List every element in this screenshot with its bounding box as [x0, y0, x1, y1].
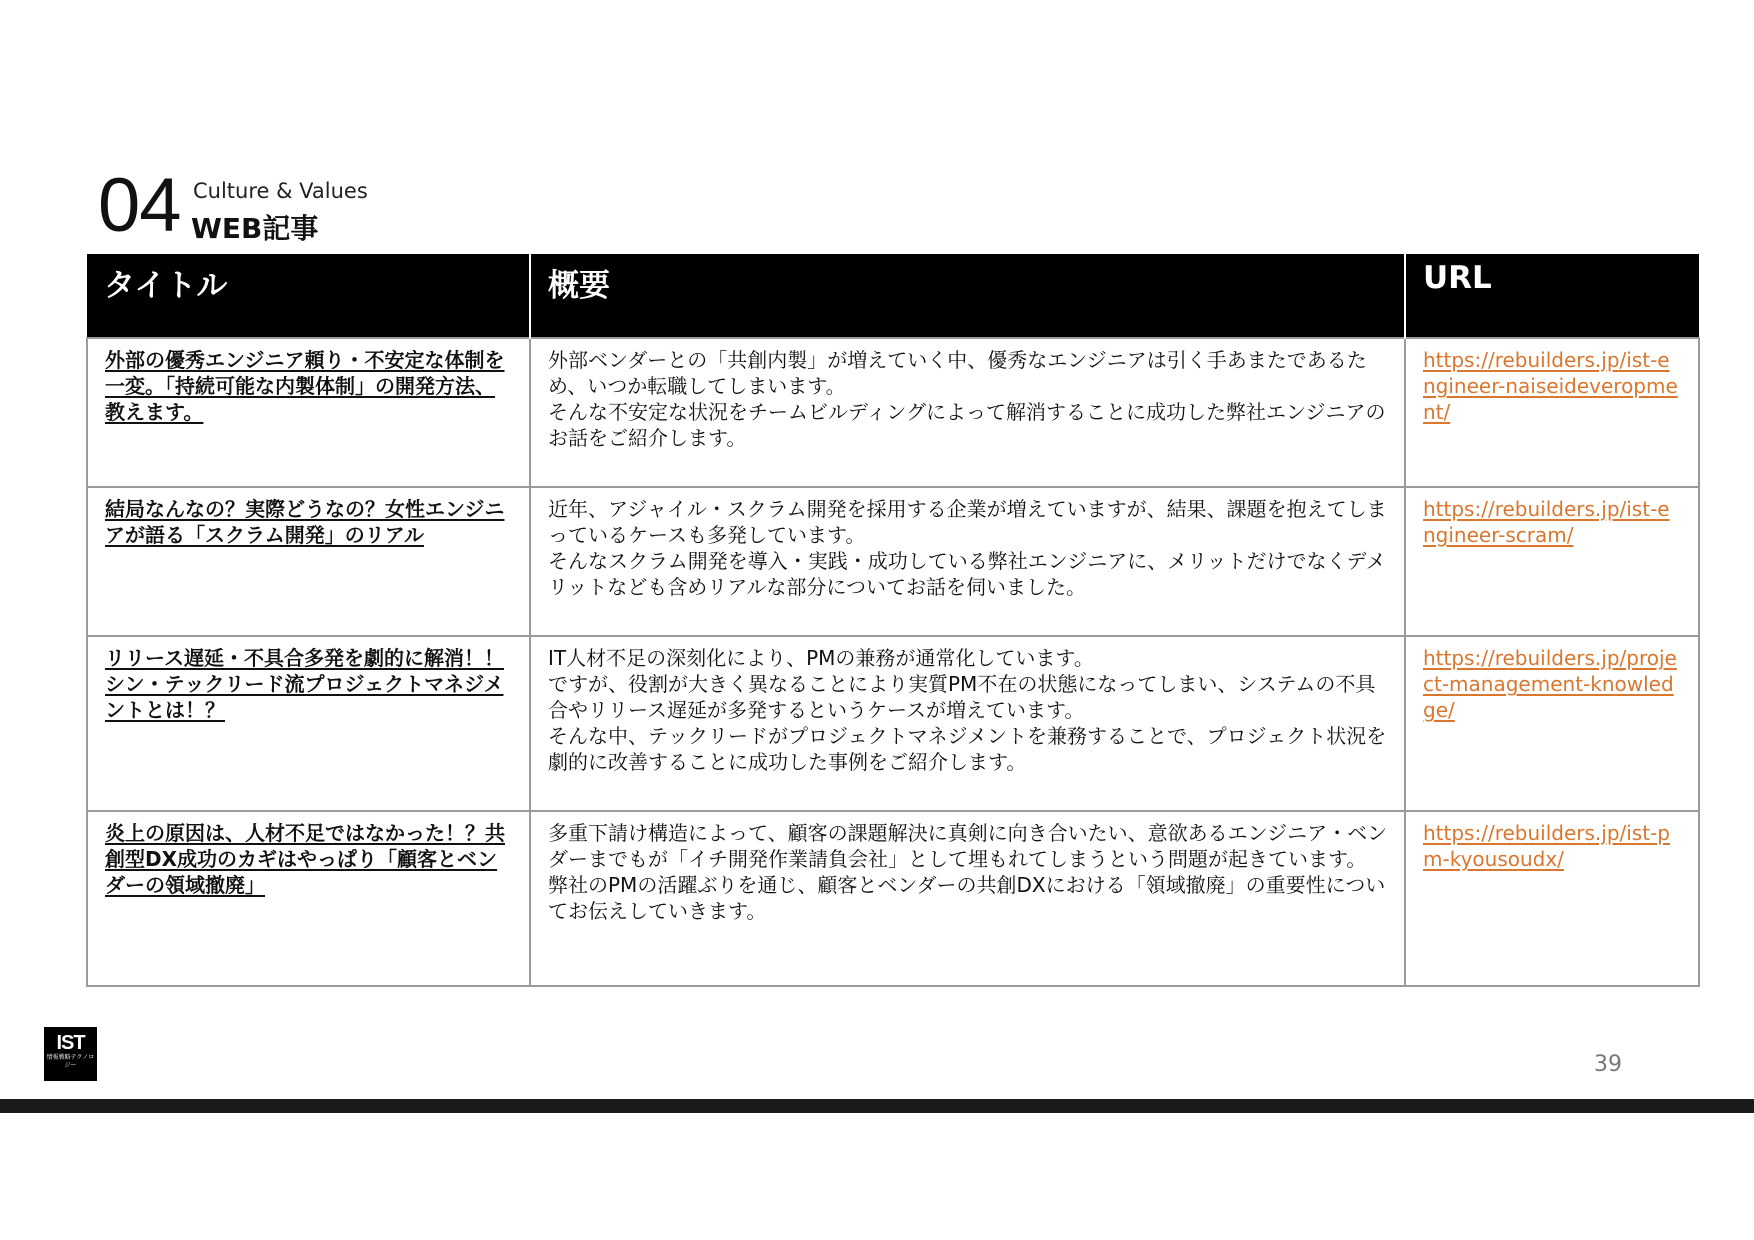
table-header-row	[87, 254, 1699, 338]
article-title-link[interactable]: 炎上の原因は、人材不足ではなかった！？共創型DX成功のカギはやっぱり「顧客とベンダーの領域撤廃」	[105, 821, 505, 897]
article-title-link[interactable]: 外部の優秀エンジニア頼り・不安定な体制を一変。「持続可能な内製体制」の開発方法、教えます。	[105, 348, 505, 424]
summary-cell	[530, 487, 1405, 636]
summary-cell	[530, 338, 1405, 487]
logo-text: IST	[56, 1032, 85, 1054]
article-summary: 近年、アジャイル・スクラム開発を採用する企業が増えていますが、結果、課題を抱えてしまっているケースも多発しています。 そんなスクラム開発を導入・実践・成功している弊社エンジニアに、メリットだけでなくデメリットなども含めリアルな部分についてお話を伺いました。	[548, 497, 1387, 599]
article-title-link[interactable]: リリース遅延・不具合多発を劇的に解消！！シン・テックリード流プロジェクトマネジメントとは！？	[105, 646, 504, 722]
article-url-link[interactable]: https://rebuilders.jp/project-management-knowledge/	[1423, 646, 1677, 722]
header-summary: 概要	[530, 254, 1405, 338]
header-title: タイトル	[87, 254, 530, 338]
table-row	[87, 811, 1699, 986]
article-summary: 多重下請け構造によって、顧客の課題解決に真剣に向き合いたい、意欲あるエンジニア・ベンダーまでもが「イチ開発作業請負会社」として埋もれてしまうという問題が起きています。 弊社のPMの活躍ぶりを通じ、顧客とベンダーの共創DXにおける「領域撤廃」の重要性についてお伝えしていきます。	[548, 821, 1388, 923]
company-logo	[44, 1027, 97, 1081]
article-summary: IT人材不足の深刻化により、PMの兼務が通常化しています。 ですが、役割が大きく異なることにより実質PM不在の状態になってしまい、システムの不具合やリリース遅延が多発するというケースが増えています。 そんな中、テックリードがプロジェクトマネジメントを兼務することで、プロジェクト状況を劇的に改善することに成功した事例をご紹介します。	[548, 646, 1387, 774]
article-url-link[interactable]: https://rebuilders.jp/ist-engineer-scram/	[1423, 497, 1670, 547]
footer-bar	[0, 1099, 1754, 1113]
table-row	[87, 636, 1699, 811]
title-cell	[87, 811, 530, 986]
url-cell	[1405, 636, 1699, 811]
article-url-link[interactable]: https://rebuilders.jp/ist-engineer-naiseideveropment/	[1423, 348, 1678, 424]
url-cell	[1405, 338, 1699, 487]
section-subtitle: Culture & Values	[193, 179, 368, 203]
header-url: URL	[1405, 254, 1699, 338]
page-title: WEB記事	[191, 212, 319, 245]
article-title-link[interactable]: 結局なんなの？実際どうなの？女性エンジニアが語る「スクラム開発」のリアル	[105, 497, 505, 547]
logo-subtext: 情報戦略テクノロジー	[46, 1054, 95, 1069]
title-cell	[87, 487, 530, 636]
article-url-link[interactable]: https://rebuilders.jp/ist-pm-kyousoudx/	[1423, 821, 1670, 871]
articles-table	[86, 254, 1700, 987]
url-cell	[1405, 811, 1699, 986]
summary-cell	[530, 636, 1405, 811]
url-cell	[1405, 487, 1699, 636]
article-summary: 外部ベンダーとの「共創内製」が増えていく中、優秀なエンジニアは引く手あまたであるため、いつか転職してしまいます。 そんな不安定な状況をチームビルディングによって解消することに成功した弊社エンジニアのお話をご紹介します。	[548, 348, 1386, 450]
title-cell	[87, 636, 530, 811]
table-row	[87, 338, 1699, 487]
table-row	[87, 487, 1699, 636]
title-cell	[87, 338, 530, 487]
summary-cell	[530, 811, 1405, 986]
section-number: 04	[98, 163, 181, 248]
page-number: 39	[1594, 1052, 1622, 1077]
